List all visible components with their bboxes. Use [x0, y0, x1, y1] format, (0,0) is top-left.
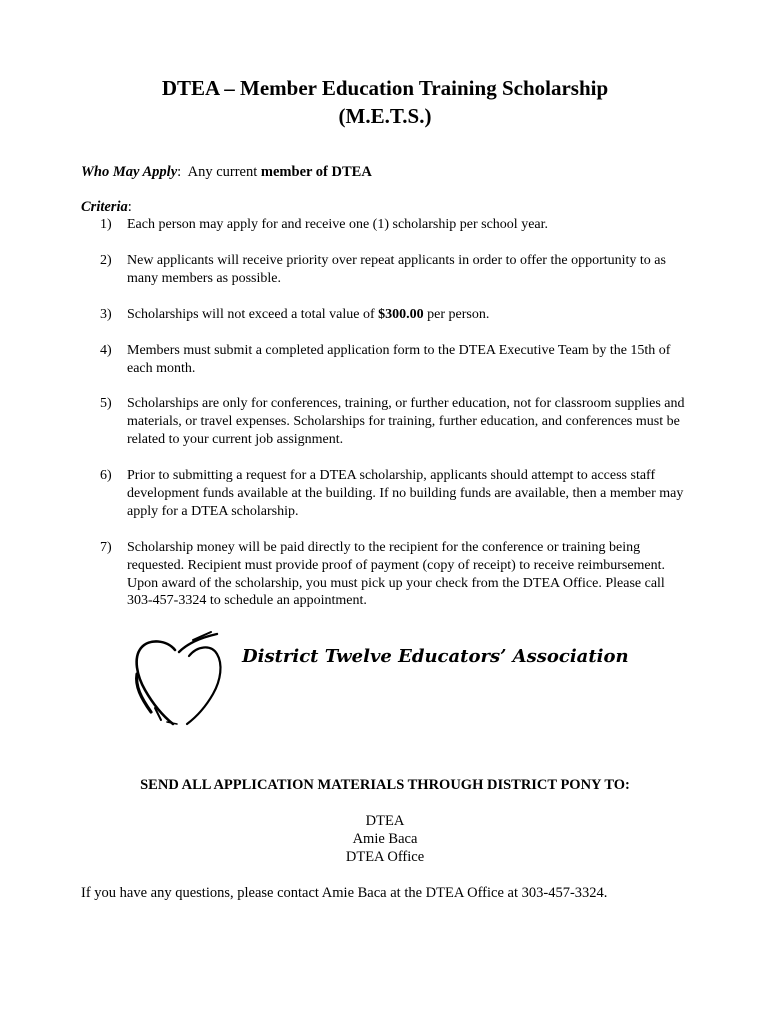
criteria-item-text: Each person may apply for and receive one (1) scholarship per school year. [127, 217, 549, 232]
criteria-item-number: 3) [100, 307, 112, 322]
criteria-item-number: 2) [100, 253, 112, 268]
page-title: DTEA – Member Education Training Scholarship [161, 76, 609, 100]
criteria-item-text: New applicants will receive priority over repeat applicants in order to offer the opportunity to as many members as possible. [127, 253, 666, 286]
criteria-item [100, 539, 690, 610]
page-title-acronym: (M.E.T.S.) [338, 104, 432, 128]
apple-heart-icon [131, 630, 231, 730]
criteria-item-number: 6) [100, 468, 112, 483]
criteria-item [100, 467, 690, 520]
who-may-apply-value: member of DTEA [260, 164, 372, 180]
criteria-heading [81, 198, 132, 216]
address-line-3: DTEA Office [345, 849, 425, 865]
criteria-item [100, 395, 690, 448]
send-materials-heading: SEND ALL APPLICATION MATERIALS THROUGH DISTRICT PONY TO: [140, 777, 630, 793]
criteria-item-text-end: per person. [423, 307, 490, 322]
criteria-item-text-wrap [127, 306, 690, 324]
criteria-item-number: 4) [100, 343, 112, 358]
who-may-apply-colon: : Any current [177, 164, 261, 180]
who-may-apply [81, 163, 372, 181]
criteria-item [100, 216, 690, 234]
criteria-item [100, 252, 690, 288]
criteria-item-text: Prior to submitting a request for a DTEA scholarship, applicants should attempt to access staff development funds available at the building. If no building funds are available, then a member may apply for a DTEA scholarship. [127, 468, 684, 519]
contact-info: If you have any questions, please contact Amie Baca at the DTEA Office at 303-457-3324. [81, 885, 608, 901]
criteria-item-number: 5) [100, 396, 112, 411]
who-may-apply-label: Who May Apply [81, 164, 178, 180]
criteria-item-number: 1) [100, 217, 112, 232]
criteria-label: Criteria [81, 199, 128, 215]
criteria-item-text: Scholarship money will be paid directly to the recipient for the conference or training being requested. Recipient must provide proof of payment (copy of receipt) to receive reimbursement. Upon award of the scholarship, you must pick up your check from the DTEA Office. Please call 303-457-3324 to schedule an appointment. [127, 540, 666, 609]
criteria-item-text: Scholarships are only for conferences, training, or further education, not for classroom supplies and materials, or travel expenses. Scholarships for training, further education, and conferences must be related to your current job assignment. [127, 396, 685, 447]
address-line-1: DTEA [365, 813, 405, 829]
address-line-2: Amie Baca [352, 831, 418, 847]
scholarship-amount: $300.00 [378, 307, 424, 322]
association-name: District Twelve Educators’ Association [242, 646, 629, 667]
criteria-item-text: Members must submit a completed application form to the DTEA Executive Team by the 15th of each month. [127, 343, 671, 376]
criteria-item-text: Scholarships will not exceed a total value of [127, 307, 379, 322]
criteria-item [100, 342, 690, 378]
criteria-item-number: 7) [100, 540, 112, 555]
criteria-colon: : [127, 199, 132, 215]
criteria-item [100, 306, 690, 324]
